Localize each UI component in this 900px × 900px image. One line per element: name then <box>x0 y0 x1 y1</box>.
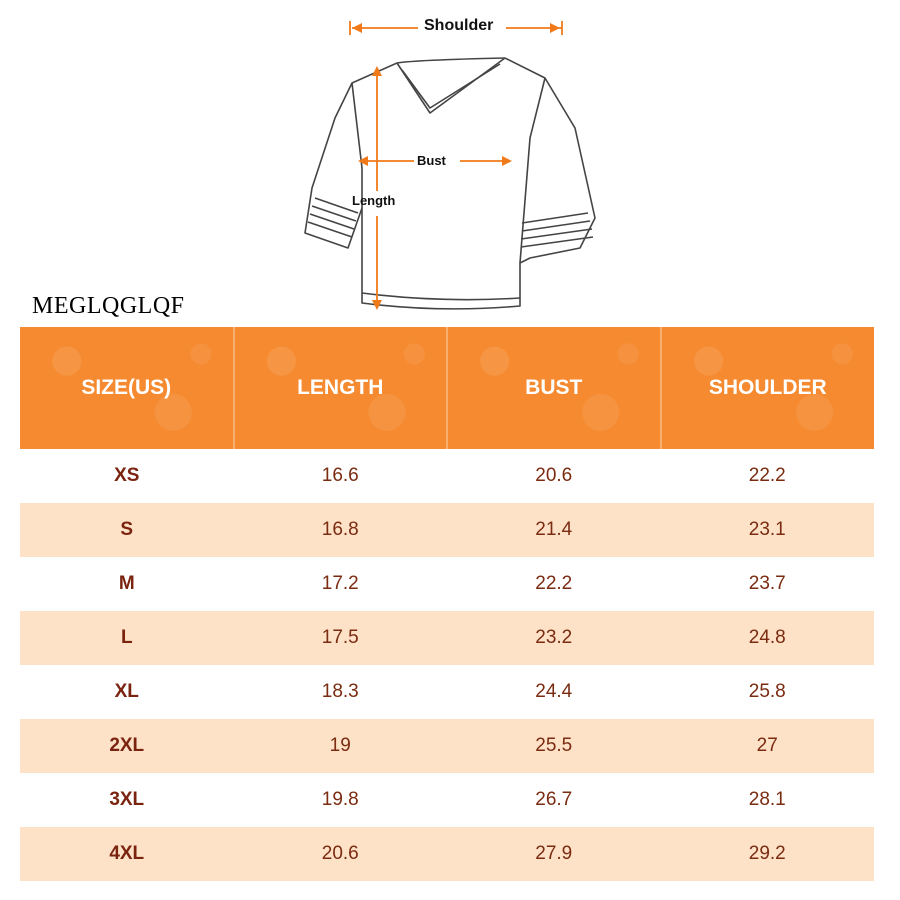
length-cell: 17.2 <box>234 557 448 611</box>
length-cell: 16.6 <box>234 449 448 503</box>
table-row <box>20 719 874 773</box>
shoulder-cell: 23.1 <box>661 503 875 557</box>
bust-cell: 26.7 <box>447 773 661 827</box>
bust-label: Bust <box>417 153 446 168</box>
size-cell: XS <box>20 449 234 503</box>
header-shoulder: SHOULDER <box>661 327 875 449</box>
table-row <box>20 503 874 557</box>
length-cell: 16.8 <box>234 503 448 557</box>
length-label: Length <box>352 193 396 208</box>
table-header-row <box>20 327 874 449</box>
shoulder-cell: 25.8 <box>661 665 875 719</box>
shoulder-cell: 22.2 <box>661 449 875 503</box>
table-row <box>20 665 874 719</box>
bust-cell: 25.5 <box>447 719 661 773</box>
table-row <box>20 827 874 881</box>
size-cell: M <box>20 557 234 611</box>
table-row <box>20 773 874 827</box>
length-cell: 19 <box>234 719 448 773</box>
bust-cell: 27.9 <box>447 827 661 881</box>
table-row <box>20 611 874 665</box>
size-cell: L <box>20 611 234 665</box>
bust-cell: 20.6 <box>447 449 661 503</box>
length-cell: 20.6 <box>234 827 448 881</box>
length-cell: 17.5 <box>234 611 448 665</box>
header-bust: BUST <box>447 327 661 449</box>
shoulder-cell: 29.2 <box>661 827 875 881</box>
size-cell: 3XL <box>20 773 234 827</box>
table-row <box>20 557 874 611</box>
size-cell: 4XL <box>20 827 234 881</box>
size-cell: 2XL <box>20 719 234 773</box>
bust-cell: 24.4 <box>447 665 661 719</box>
header-length: LENGTH <box>234 327 448 449</box>
tshirt-outline-icon <box>290 8 620 323</box>
size-cell: XL <box>20 665 234 719</box>
table-row <box>20 449 874 503</box>
brand-name: MEGLQGLQF <box>32 293 185 319</box>
length-cell: 18.3 <box>234 665 448 719</box>
bust-cell: 23.2 <box>447 611 661 665</box>
bust-cell: 22.2 <box>447 557 661 611</box>
shoulder-cell: 23.7 <box>661 557 875 611</box>
shoulder-cell: 24.8 <box>661 611 875 665</box>
size-cell: S <box>20 503 234 557</box>
shoulder-cell: 28.1 <box>661 773 875 827</box>
shoulder-cell: 27 <box>661 719 875 773</box>
bust-cell: 21.4 <box>447 503 661 557</box>
garment-diagram <box>290 8 620 323</box>
shoulder-label: Shoulder <box>424 17 494 34</box>
header-size: SIZE(US) <box>20 327 234 449</box>
size-chart-table <box>20 327 874 881</box>
length-cell: 19.8 <box>234 773 448 827</box>
